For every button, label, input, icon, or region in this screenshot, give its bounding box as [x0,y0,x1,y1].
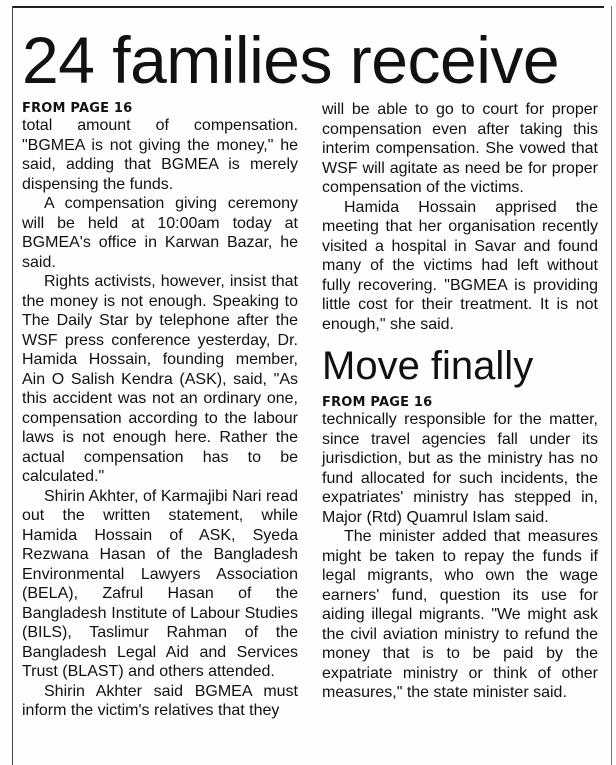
story1-kicker: FROM PAGE 16 [22,101,133,116]
story1-headline: 24 families receive [22,23,560,97]
story1-paragraph: Shirin Akhter said BGMEA must inform the victim's relatives that they [22,682,298,719]
story1-paragraph: Shirin Akhter, of Karmajibi Nari read out the written statement, while Hamida Hossain of ASK, Syeda Rezwana Hasan of the Bangladesh Environmental Lawyers Association (BELA), Zafrul Hasan of the Bangladesh Institute of Labour Studies (BILS), Taslimur Rahman of the Bangladesh Legal Aid and Services Trust (BLAST) and others attended. [22,487,298,680]
story1-paragraph: total amount of compensation. "BGMEA is not giving the money," he said, adding that BGMEA is merely dispensing the funds. [22,117,298,193]
story2-paragraph: The minister added that measures might be taken to repay the funds if legal migrants, who own the wage earners' fund, question its use for aiding illegal migrants. "We might ask the civil aviation ministry to refund the money that is to be paid by the expatriate ministry or think of other measures," the state minister said. [322,528,598,701]
story1-paragraph: Rights activists, however, insist that the money is not enough. Speaking to The Daily Star by telephone after the WSF press conference yesterday, Dr. Hamida Hossain, founding member, Ain O Salish Kendra (ASK), said, "As this accident was not an ordinary one, compensation according to the labour laws is not enough here. Rather the actual compensation has to be calculated." [22,273,298,485]
column-border-left [12,6,13,765]
story1-paragraph: Hamida Hossain apprised the meeting that her organisation recently visited a hospital in Savar and found many of the victims had left without fully recovering. "BGMEA is providing little cost for their treatment. It is not enough," she said. [322,198,598,333]
story2-paragraph: technically responsible for the matter, since travel agencies fall under its jurisdiction, but as the ministry has no fund allocated for such incidents, the expatriates' ministry has stepped in, Major (Rtd) Quamrul Islam said. [322,411,598,526]
story1-paragraph: A compensation giving ceremony will be held at 10:00am today at BGMEA's office in Karwan Bazar, he said. [22,195,298,271]
column-border-right [611,6,612,765]
story1-left-column [22,102,298,721]
right-column [322,100,598,703]
top-rule [12,6,604,8]
story1-paragraph: will be able to go to court for proper compensation even after taking this interim compensation. She vowed that WSF will agitate as need be for proper compensation of the victims. [322,101,598,196]
story2-headline: Move finally [322,344,534,388]
story2-kicker: FROM PAGE 16 [322,395,433,410]
